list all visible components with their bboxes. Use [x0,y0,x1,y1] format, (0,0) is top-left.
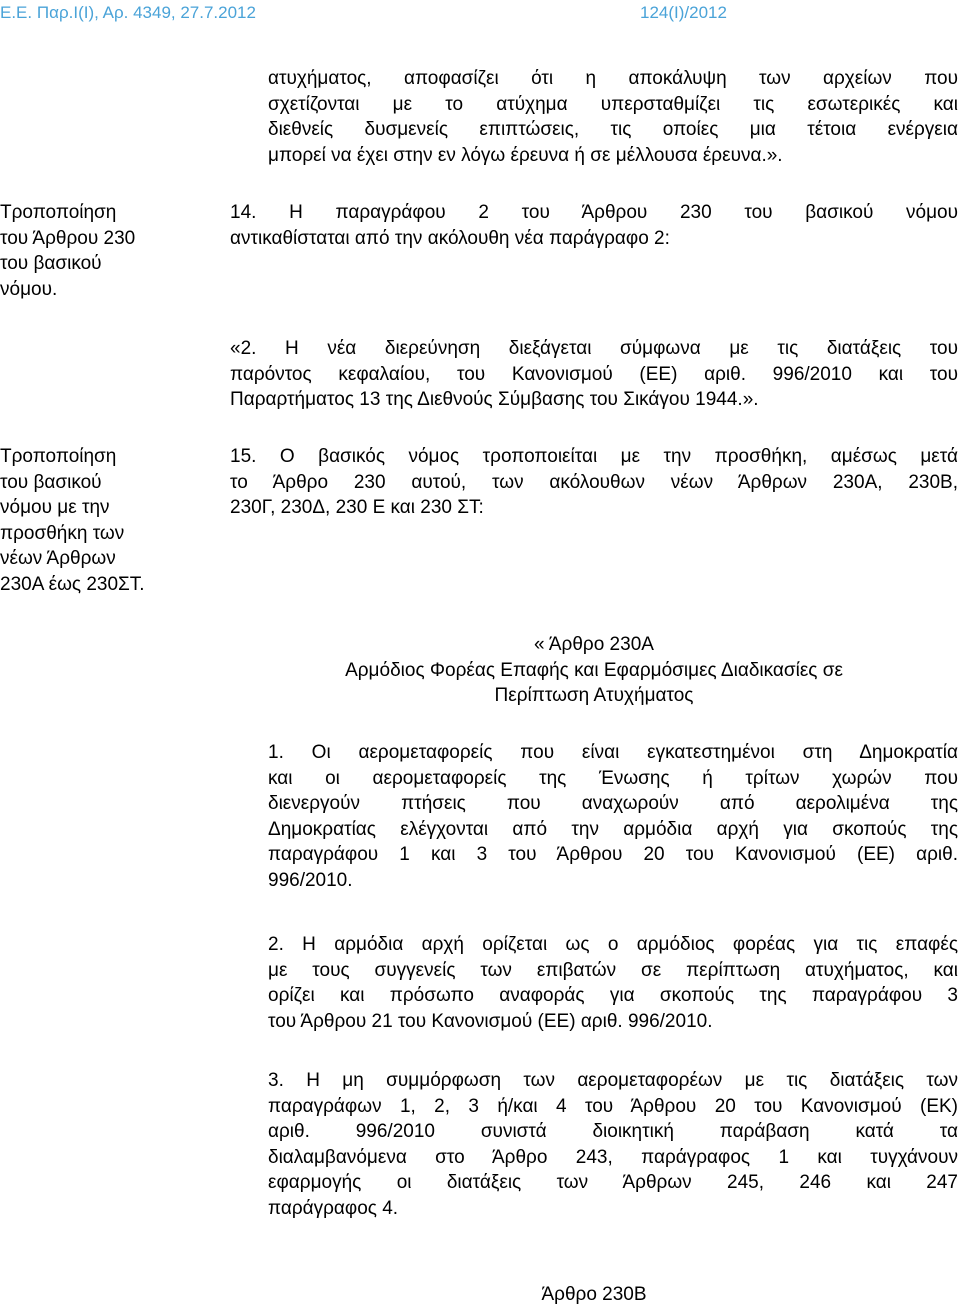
text-line: 15. Ο βασικός νόμος τροποποιείται με την προσθήκη, αμέσως μετά [230,446,958,467]
gazette-header [0,0,960,28]
text-line: εφαρμογής οι διατάξεις των Άρθρων 245, 246 και 247 [268,1172,958,1193]
margin-note-line: νόμου με την [0,497,110,518]
margin-note-line: νόμου. [0,278,58,300]
text-line: Παραρτήματος 13 της Διεθνούς Σύμβασης του Σικάγου 1944.». [230,389,759,410]
text-line: ατυχήματος, αποφασίζει ότι η αποκάλυψη των αρχείων που [268,68,958,89]
law-number: 124(Ι)/2012 [640,3,727,22]
article-230a-title [230,632,958,709]
margin-note-line: προσθήκη των [0,522,125,544]
paragraph-15 [230,444,958,521]
margin-note-line: του βασικού [0,471,102,493]
margin-note-line: Τροποποίηση [0,202,117,223]
margin-note-line: νέων Άρθρων [0,548,116,569]
text-line: διαλαμβανόμενα στο Άρθρο 243, παράγραφος 1 και τυγχάνουν [268,1146,958,1168]
text-line: παραγράφου 1 και 3 του Άρθρου 20 του Κανονισμού (ΕΕ) αριθ. [268,844,958,865]
margin-note-line: 230Α έως 230ΣΤ. [0,573,145,595]
article-heading: « Άρθρο 230Α [534,634,654,655]
text-line: 996/2010. [268,869,353,891]
text-line: 230Γ, 230Δ, 230 Ε και 230 ΣΤ: [230,497,484,518]
text-line: σχετίζονται με το ατύχημα υπερσταθμίζει τις εσωτερικές και [268,93,958,115]
text-line: παράγραφος 4. [268,1197,399,1219]
text-line: και οι αερομεταφορείς της Ένωσης ή τρίτων χωρών που [268,767,958,789]
paragraph-14 [230,200,958,251]
article-230a-para-2 [268,932,958,1034]
gazette-reference: Ε.Ε. Παρ.Ι(Ι), Αρ. 4349, 27.7.2012 [0,3,256,22]
article-230a-para-1 [268,740,958,893]
margin-note-line: Τροποποίηση [0,446,117,467]
margin-note-line: του βασικού [0,253,102,274]
text-line: διεθνείς δυσμενείς επιπτώσεις, τις οποίες μια τέτοια ενέργεια [268,119,958,140]
text-line: διενεργούν πτήσεις που αναχωρούν από αερολιμένα της [268,793,958,814]
intro-paragraph [268,66,958,168]
text-line: μπορεί να έχει στην εν λόγω έρευνα ή σε μέλλουσα έρευνα.». [268,144,783,166]
article-subheading: Περίπτωση Ατυχήματος [494,685,694,706]
article-subheading: Αρμόδιος Φορέας Επαφής και Εφαρμόσιμες Διαδικασίες σε [345,659,843,681]
article-heading: Άρθρο 230Β [541,1284,647,1305]
text-line: Δημοκρατίας ελέγχονται από την αρμόδια αρχή για σκοπούς της [268,818,958,840]
text-line: αριθ. 996/2010 συνιστά διοικητική παράβαση κατά τα [268,1121,958,1142]
text-line: 2. Η αρμόδια αρχή ορίζεται ως ο αρμόδιος φορέας για τις επαφές [268,934,958,955]
paragraph-14-quote [230,336,958,413]
text-line: «2. Η νέα διερεύνηση διεξάγεται σύμφωνα με τις διατάξεις του [230,338,958,359]
article-230a-para-3 [268,1068,958,1221]
article-230b-title [230,1282,958,1308]
margin-note-new-articles [0,444,145,597]
text-line: 1. Οι αερομεταφορείς που είναι εγκατεστημένοι στη Δημοκρατία [268,742,958,763]
margin-note-amend-230 [0,200,135,302]
text-line: παρόντος κεφαλαίου, του Κανονισμού (ΕΕ) αριθ. 996/2010 και του [230,363,958,385]
text-line: το Άρθρο 230 αυτού, των ακόλουθων νέων Άρθρων 230Α, 230Β, [230,471,958,493]
text-line: 3. Η μη συμμόρφωση των αερομεταφορέων με τις διατάξεις των [268,1070,958,1091]
text-line: με τους συγγενείς των επιβατών σε περίπτωση ατυχήματος, και [268,959,958,981]
text-line: του Άρθρου 21 του Κανονισμού (ΕΕ) αριθ. 996/2010. [268,1010,713,1032]
text-line: ορίζει και πρόσωπο αναφοράς για σκοπούς της παραγράφου 3 [268,985,958,1006]
text-line: αντικαθίσταται από την ακόλουθη νέα παράγραφο 2: [230,227,670,249]
text-line: παραγράφων 1, 2, 3 ή/και 4 του Άρθρου 20 του Κανονισμού (ΕΚ) [268,1095,958,1117]
text-line: 14. Η παραγράφου 2 του Άρθρου 230 του βασικού νόμου [230,202,958,223]
margin-note-line: του Άρθρου 230 [0,227,136,249]
